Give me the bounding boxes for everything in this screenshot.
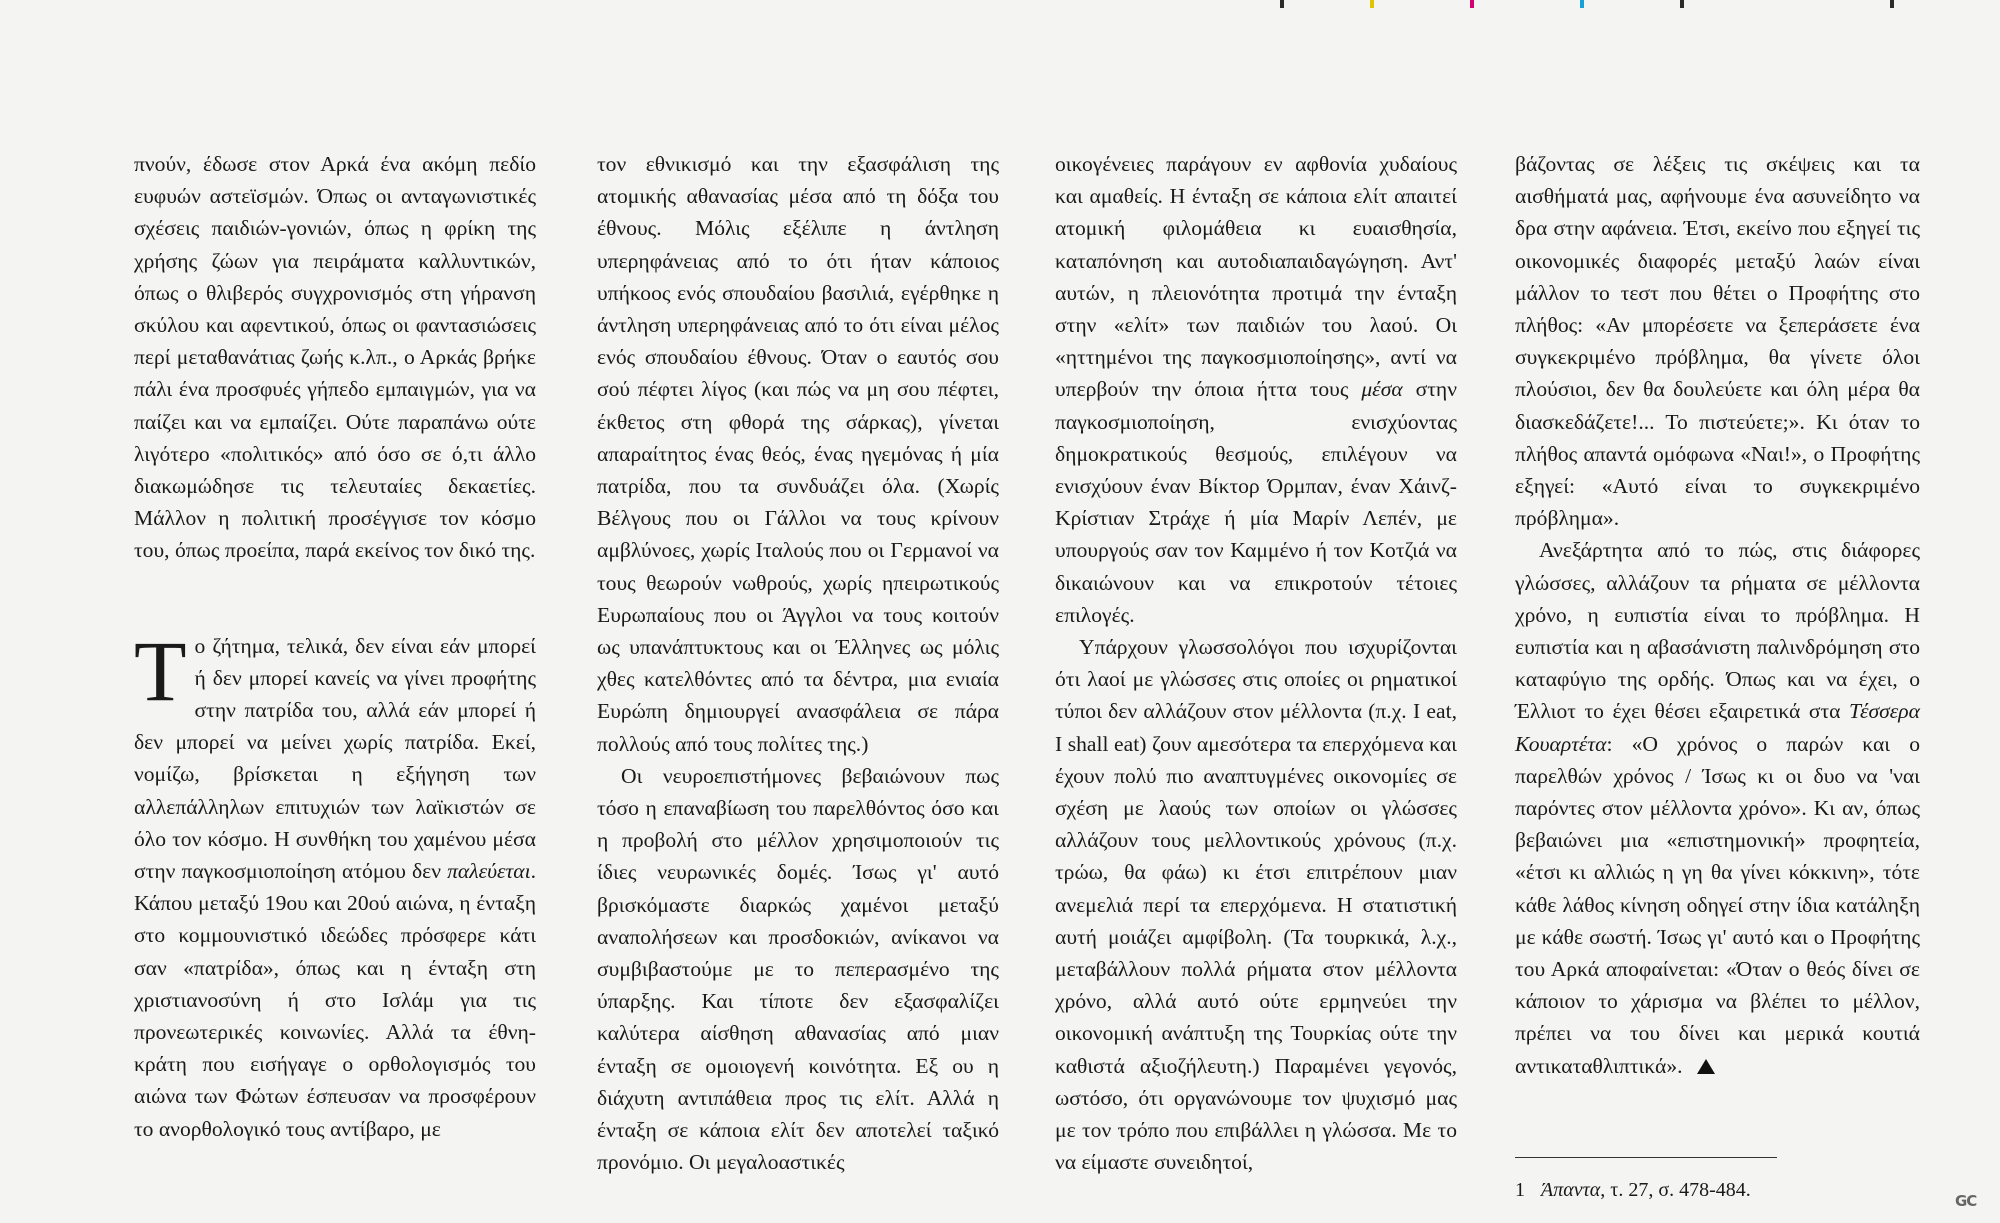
- emphasis: Τέσσερα Κουαρτέτα: [1515, 699, 1920, 756]
- paragraph: Ανεξάρτητα από το πώς, στις διάφορες γλώσσες, αλλάζουν τα ρήματα σε μέλλοντα χρόνο, η ευπιστία είναι το πρόβλημα. Η ευπιστία και η αβασάνιστη παλινδρόμηση στο καταφύγιο της ορδής. Όπως και να έχει, ο Έλλιοτ το έχει θέσει εξαιρετικά στα Τέσσερα Κουαρτέτα: «Ο χρόνος ο παρών και ο παρελθών χρόνος / Ίσως κι οι δυο να 'ναι παρόντες στον μέλλοντα χρόνο». Κι αν, όπως βεβαιώνει μια «επιστημονική» προφητεία, «έτσι κι αλλιώς η γη θα γίνει κόκκινη», τότε κάθε λάθος κίνηση οδηγεί στην ίδια κατάληξη με κάθε σωστή. Ίσως γι' αυτό και ο Προφήτης του Αρκά αποφαίνεται: «Όταν ο θεός δίνει σε κάποιον το χάρισμα να βλέπει το μέλλον, πρέπει να του δίνει και μερικά κουτιά αντικαταθλιπτικά».: [1515, 538, 1920, 1078]
- paragraph: τον εθνικισμό και την εξασφάλιση της ατομικής αθανασίας μέσα από τη δόξα του έθνους. Μόλις εξέλιπε η άντληση υπερηφάνειας από το ότι ήταν κάποιος υπήκοος ενός σπουδαίου βασιλιά, εγέρθηκε η άντληση υπερηφάνειας από το ότι είναι μέλος ενός σπουδαίου έθνους. Όταν ο εαυτός σου σού πέφτει λίγος (και πώς να μη σου πέφτει, έκθετος στη φθορά της σάρκας), γίνεται απαραίτητος ένας θεός, ένας ηγεμόνας ή μία πατρίδα, που τα συνδυάζει όλα. (Χωρίς Βέλγους που οι Γάλλοι να τους κρίνουν αμβλύνοες, χωρίς Ιταλούς που οι Γερμανοί να τους θεωρούν νωθρούς, χωρίς ηπειρωτικούς Ευρωπαίους που οι Άγγλοι να τους κοιτούν ως υπανάπτυκτους και οι Έλληνες ως μόλις χθες κατελθόντες από τα δέντρα, μια ενιαία Ευρώπη δημιουργεί ανασφάλεια σε πάρα πολλούς από τους πολίτες της.): [597, 152, 999, 756]
- emphasis: παλεύεται: [447, 859, 531, 884]
- paragraph-with-dropcap: Το ζήτημα, τελικά, δεν είναι εάν μπορεί ή δεν μπορεί κανείς να γίνει προφήτης στην πατρίδα του, αλλά εάν μπορεί ή δεν μπορεί να μείνει χωρίς πατρίδα. Εκεί, νομίζω, βρίσκεται η εξήγηση των αλλεπάλληλων επιτυχιών των λαϊκιστών σε όλο τον κόσμο. Η συνθήκη του χαμένου μέσα στην παγκοσμιοποίηση ατόμου δεν παλεύεται. Κάπου μεταξύ 19ου και 20ού αιώνα, η ένταξη στο κομμουνιστικό ιδεώδες πρόσφερε κάτι σαν «πατρίδα», όπως και η ένταξη στη χριστιανοσύνη ή στο Ισλάμ για τις προνεωτερικές κοινωνίες. Αλλά τα έθνη-κράτη που εισήγαγε ο ορθολογισμός του αιώνα των Φώτων έσπευσαν να προσφέρουν το ανορθολογικό τους αντίβαρο, με: [134, 622, 536, 1141]
- registration-mark: [1280, 0, 1284, 8]
- footnote-divider: [1515, 1157, 1777, 1158]
- registration-mark: [1580, 0, 1584, 8]
- emphasis: μέσα: [1361, 377, 1403, 402]
- text-column-1: [134, 148, 536, 1145]
- paragraph: Υπάρχουν γλωσσολόγοι που ισχυρίζονται ότι λαοί με γλώσσες στις οποίες οι ρηματικοί τύποι δεν αλλάζουν στον μέλλοντα (π.χ. I eat, I shall eat) ζουν αμεσότερα τα επερχόμενα και έχουν πολύ πιο αναπτυγμένες οικονομίες σε σχέση με λαούς των οποίων οι γλώσσες αλλάζουν τους μελλοντικούς χρόνους (π.χ. τρώω, θα φάω) κι έτσι επιτρέπουν μιαν ανεμελιά περί τα επερχόμενα. Η στατιστική αυτή μοιάζει αμφίβολη. (Τα τουρκικά, λ.χ., μεταβάλλουν πολλά ρήματα στον μέλλοντα χρόνο, αλλά αυτό ούτε ερμηνεύει την οικονομική ανάπτυξη της Τουρκίας ούτε την καθιστά αξιοζήλευτη.) Παραμένει γεγονός, ωστόσο, ότι οργανώνουμε τον ψυχισμό μας με τον τρόπο που επιβάλλει η γλώσσα. Με το να είμαστε συνειδητοί,: [1055, 635, 1457, 1175]
- paragraph: Οι νευροεπιστήμονες βεβαιώνουν πως τόσο η επαναβίωση του παρελθόντος όσο και η προβολή στο μέλλον χρησιμοποιούν τις ίδιες νευρωνικές δομές. Ίσως γι' αυτό βρισκόμαστε διαρκώς χαμένοι μεταξύ αναπολήσεων και προσδοκιών, ανίκανοι να συμβιβαστούμε με το πεπερασμένο της ύπαρξης. Και τίποτε δεν εξασφαλίζει καλύτερα αίσθηση αθανασίας από μιαν ένταξη σε ομοιογενή κοινότητα. Εξ ου η διάχυτη αντιπάθεια προς τις ελίτ. Αλλά η ένταξη σε κάποια ελίτ δεν αποτελεί ταξικό προνόμιο. Οι μεγαλοαστικές: [597, 763, 999, 1175]
- scanner-watermark: GC: [1955, 1192, 1977, 1210]
- drop-cap-letter: Τ: [134, 622, 187, 719]
- registration-mark: [1470, 0, 1474, 8]
- text-column-4: [1515, 148, 1920, 1082]
- footnote-source-title: Άπαντα: [1541, 1179, 1601, 1201]
- footnote-number: 1: [1515, 1179, 1525, 1201]
- text-column-2: [597, 148, 999, 1179]
- registration-mark: [1370, 0, 1374, 8]
- end-of-article-triangle-icon: [1697, 1059, 1715, 1074]
- paragraph: οικογένειες παράγουν εν αφθονία χυδαίους και αμαθείς. Η ένταξη σε κάποια ελίτ απαιτεί ατομική φιλομάθεια κι ευαισθησία, καταπόνηση και αυτοδιαπαιδαγώγηση. Αντ' αυτών, η πλειονότητα προτιμά την ένταξη στην «ελίτ» των παιδιών του λαού. Οι «ηττημένοι της παγκοσμιοποίησης», αντί να υπερβούν την όποια ήττα τους μέσα στην παγκοσμιοποίηση, ενισχύοντας δημοκρατικούς θεσμούς, επιλέγουν να ενισχύουν έναν Βίκτορ Όρμπαν, έναν Χάινζ-Κρίστιαν Στράχε ή μία Μαρίν Λεπέν, με υπουργούς σαν τον Καμμένο ή τον Κοτζιά να δικαιώνουν και να επικροτούν τέτοιες επιλογές.: [1055, 152, 1457, 627]
- registration-mark: [1890, 0, 1894, 8]
- paragraph: βάζοντας σε λέξεις τις σκέψεις και τα αισθήματά μας, αφήνουμε ένα ασυνείδητο να δρα στην αφάνεια. Έτσι, εκείνο που εξηγεί τις οικονομικές διαφορές μεταξύ λαών είναι μάλλον το τεστ που θέτει ο Προφήτης στο πλήθος: «Αν μπορέσετε να ξεπεράσετε ένα συγκεκριμένο πρόβλημα, θα γίνετε όλοι πλούσιοι, δεν θα δουλεύετε και όλη μέρα θα διασκεδάζετε!... Το πιστεύετε;». Κι όταν το πλήθος απαντά ομόφωνα «Ναι!», ο Προφήτης εξηγεί: «Αυτό είναι το συγκεκριμένο πρόβλημα».: [1515, 152, 1920, 531]
- footnote-detail: , τ. 27, σ. 478-484.: [1600, 1179, 1751, 1201]
- text-column-3: [1055, 148, 1457, 1179]
- footnote: [1515, 1176, 1915, 1204]
- print-registration-marks: [1250, 0, 2000, 10]
- registration-mark: [1680, 0, 1684, 8]
- paragraph: πνούν, έδωσε στον Αρκά ένα ακόμη πεδίο ευφυών αστεϊσμών. Όπως οι ανταγωνιστικές σχέσεις παιδιών-γονιών, όπως η φρίκη της χρήσης ζώων για πειράματα καλλυντικών, όπως ο θλιβερός συγχρονισμός στη γήρανση σκύλου και αφεντικού, όπως οι φαντασιώσεις περί μεταθανάτιας ζωής κ.λπ., ο Αρκάς βρήκε πάλι ένα προσφυές γήπεδο εμπαιγμών, για να παίζει και να εμπαίζει. Ούτε παραπάνω ούτε λιγότερο «πολιτικός» από όσο σε ό,τι άλλο διακωμώδησε τις τελευταίες δεκαετίες. Μάλλον η πολιτική προσέγγισε τον κόσμο του, όπως προείπα, παρά εκείνος τον δικό της.: [134, 152, 536, 563]
